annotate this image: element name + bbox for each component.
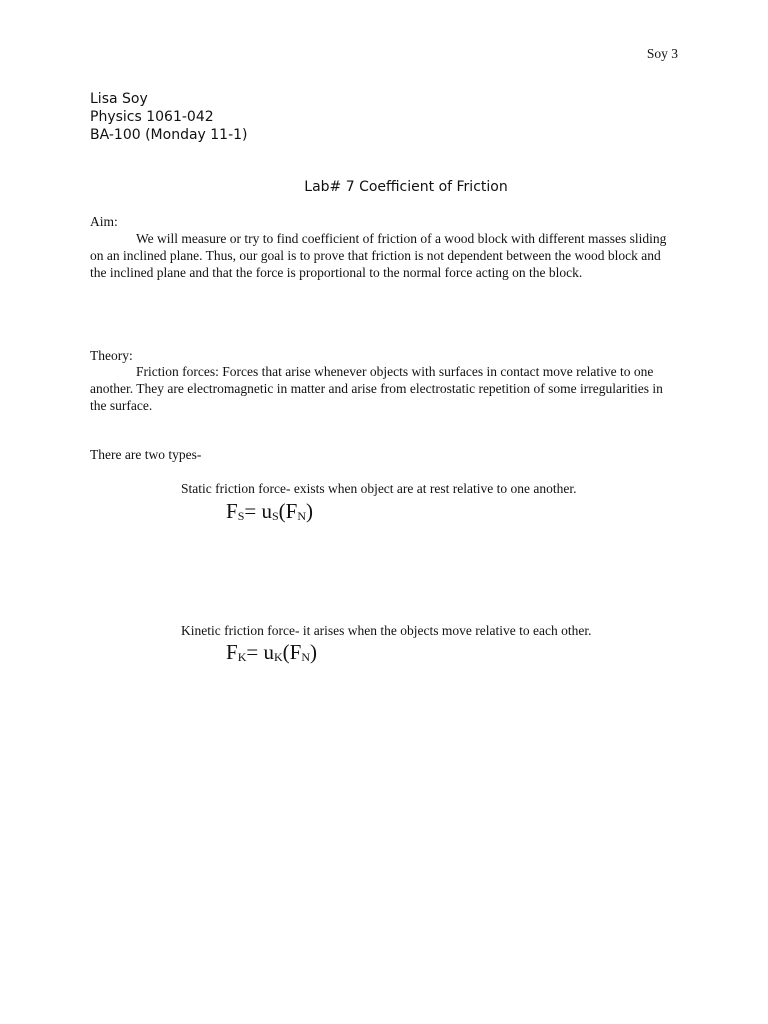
formula-coefficient-subscript: K [273,650,283,664]
page-header-label: Soy 3 [646,46,678,61]
class-section: BA-100 (Monday 11-1) [90,127,248,143]
theory-paragraph: Friction forces: Forces that arise whenever objects with surfaces in contact move relative to one another. They are electromagnetic in matter and arise from electrostatic repetition of some irregularities in the surface. [90,364,663,413]
formula-lhs: F [226,640,238,664]
formula-lhs-subscript: K [237,650,247,664]
formula-arg-close: ) [309,640,317,664]
static-friction-description: Static friction force- exists when object are at rest relative to one another. [181,481,577,496]
formula-equals: = u [246,640,274,664]
formula-arg-subscript: N [297,509,307,523]
formula-arg-close: ) [306,499,314,523]
aim-paragraph: We will measure or try to find coefficient of friction of a wood block with different masses sliding on an inclined plane. Thus, our goal is to prove that friction is not dependent between the wood block and the inclined plane and that the force is proportional to the normal force acting on the block. [90,231,667,280]
course-number: Physics 1061-042 [90,109,214,125]
author-block [90,90,248,144]
formula-arg-open: (F [282,640,302,664]
kinetic-friction-formula [226,640,317,669]
formula-lhs-subscript: S [237,509,245,523]
formula-coefficient-subscript: S [271,509,279,523]
author-name: Lisa Soy [90,91,148,107]
formula-arg-open: (F [278,499,298,523]
formula-arg-subscript: N [301,650,310,664]
theory-heading: Theory: [90,348,133,363]
document-title: Lab# 7 Coefficient of Friction [304,179,508,195]
kinetic-friction-description: Kinetic friction force- it arises when the objects move relative to each other. [181,623,592,638]
aim-heading: Aim: [90,214,118,229]
formula-lhs: F [226,499,238,523]
types-intro: There are two types- [90,447,202,462]
static-friction-formula [226,499,313,528]
formula-equals: = u [244,499,272,523]
